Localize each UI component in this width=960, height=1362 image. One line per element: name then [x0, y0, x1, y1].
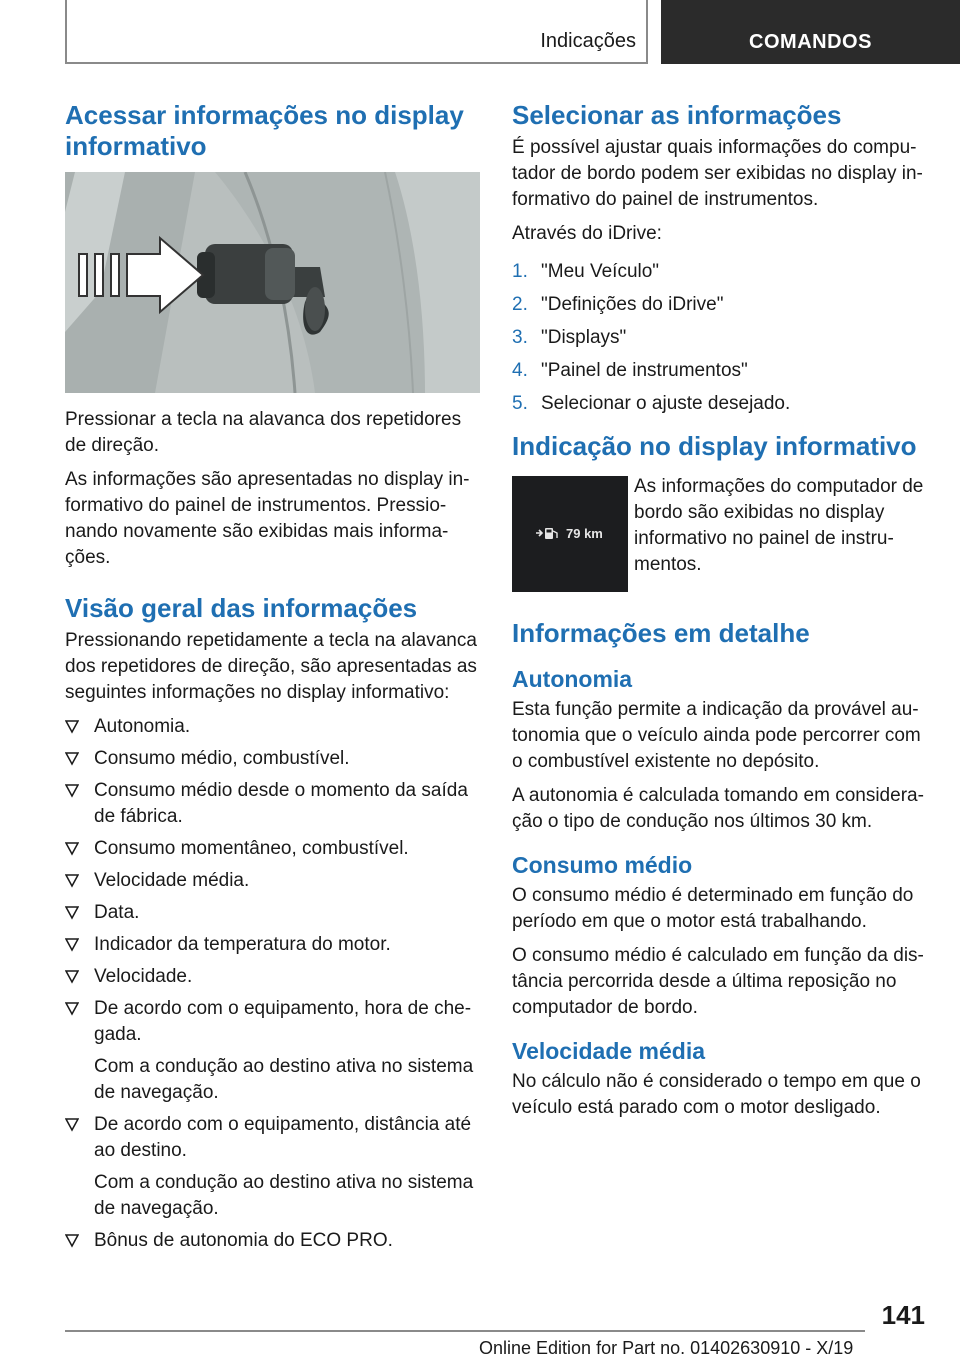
step-item — [512, 325, 930, 351]
heading-display-indication: Indicação no display informativo — [512, 431, 917, 461]
right-column — [512, 100, 930, 1129]
list-item — [65, 1112, 480, 1222]
list-item-text: De acordo com o equipamento, hora de che-gada. — [94, 998, 472, 1045]
paragraph-via-idrive: Através do iDrive: — [512, 223, 662, 244]
paragraph-consumption-1: O consumo médio é determinado em função do período em que o motor está trabalhando. — [512, 885, 914, 932]
heading-select-info: Selecionar as informações — [512, 100, 842, 130]
chapter-title: COMANDOS — [749, 31, 872, 53]
list-item — [65, 964, 480, 990]
triangle-bullet-icon — [65, 841, 79, 857]
list-item-note: Com a condução ao destino ativa no sistema de navegação. — [94, 1056, 474, 1103]
step-number: 1. — [512, 261, 528, 282]
paragraph-range-2: A autonomia é calculada tomando em considera-ção o tipo de condução nos últimos 30 km. — [512, 785, 924, 832]
list-item-text: Consumo momentâneo, combustível. — [94, 838, 409, 859]
paragraph-overview: Pressionando repetidamente a tecla na alavanca dos repetidores de direção, são apresentadas as seguintes informações no display informativo: — [65, 630, 477, 703]
list-item — [65, 996, 480, 1106]
paragraph-range-1: Esta função permite a indicação da provável au-tonomia que o veículo ainda pode percorrer com o combustível existente no depósito. — [512, 699, 921, 772]
range-display-image — [512, 476, 628, 592]
list-item-text: Autonomia. — [94, 716, 191, 737]
left-column — [65, 100, 480, 1260]
step-text: Selecionar o ajuste desejado. — [541, 393, 791, 414]
step-text: "Displays" — [541, 327, 627, 348]
list-item — [65, 900, 480, 926]
list-item-note: Com a condução ao destino ativa no sistema de navegação. — [94, 1172, 474, 1219]
step-text: "Meu Veículo" — [541, 261, 660, 282]
turn-signal-lever-photo — [65, 172, 480, 393]
triangle-bullet-icon — [65, 1117, 79, 1133]
list-item — [65, 932, 480, 958]
triangle-bullet-icon — [65, 905, 79, 921]
list-item — [65, 836, 480, 862]
idrive-steps-list — [512, 259, 930, 417]
footer-rule — [65, 1330, 865, 1332]
step-number: 3. — [512, 327, 528, 348]
triangle-bullet-icon — [65, 783, 79, 799]
triangle-bullet-icon — [65, 1233, 79, 1249]
list-item-text: Velocidade. — [94, 966, 193, 987]
list-item — [65, 778, 480, 830]
list-item-text: Indicador da temperatura do motor. — [94, 934, 391, 955]
step-item — [512, 391, 930, 417]
subheading-range: Autonomia — [512, 666, 633, 692]
paragraph-info-display: As informações são apresentadas no display in-formativo do painel de instrumentos. Pressio-nando novamente são exibidas mais informa-ções. — [65, 469, 470, 568]
info-bullet-list — [65, 714, 480, 1254]
list-item — [65, 868, 480, 894]
triangle-bullet-icon — [65, 751, 79, 767]
display-figure-row — [512, 474, 930, 592]
subheading-average-speed: Velocidade média — [512, 1038, 706, 1064]
paragraph-select-info: É possível ajustar quais informações do compu-tador de bordo podem ser exibidas no display in-formativo do painel de instrumentos. — [512, 137, 923, 210]
list-item — [65, 1228, 480, 1254]
triangle-bullet-icon — [65, 969, 79, 985]
header-rule-bottom — [65, 62, 648, 64]
step-item — [512, 259, 930, 285]
paragraph-consumption-2: O consumo médio é calculado em função da dis-tância percorrida desde a última reposição no computador de bordo. — [512, 945, 924, 1018]
list-item-text: Consumo médio, combustível. — [94, 748, 350, 769]
paragraph-display-indication: As informações do computador de bordo são exibidas no display informativo no painel de instru-mentos. — [634, 476, 924, 575]
page-number: 141 — [881, 1300, 925, 1330]
triangle-bullet-icon — [65, 873, 79, 889]
heading-access-info: Acessar informações no display informativo — [65, 100, 464, 161]
list-item-text: Data. — [94, 902, 140, 923]
header-rule-right — [646, 0, 648, 64]
subheading-average-consumption: Consumo médio — [512, 852, 693, 878]
heading-overview: Visão geral das informações — [65, 593, 418, 623]
step-item — [512, 358, 930, 384]
paragraph-average-speed: No cálculo não é considerado o tempo em que o veículo está parado com o motor desligado. — [512, 1071, 921, 1118]
list-item — [65, 746, 480, 772]
display-range-readout: 79 km — [566, 526, 603, 541]
step-item — [512, 292, 930, 318]
footer-edition-text: Online Edition for Part no. 01402630910 - X/19 — [479, 1338, 854, 1358]
list-item — [65, 714, 480, 740]
step-number: 5. — [512, 393, 528, 414]
triangle-bullet-icon — [65, 719, 79, 735]
list-item-text: De acordo com o equipamento, distância até ao destino. — [94, 1114, 472, 1161]
paragraph-press-key: Pressionar a tecla na alavanca dos repetidores de direção. — [65, 409, 462, 456]
triangle-bullet-icon — [65, 1001, 79, 1017]
step-number: 2. — [512, 294, 528, 315]
step-text: "Painel de instrumentos" — [541, 360, 748, 381]
triangle-bullet-icon — [65, 937, 79, 953]
list-item-text: Bônus de autonomia do ECO PRO. — [94, 1230, 393, 1251]
list-item-text: Consumo médio desde o momento da saída de fábrica. — [94, 780, 468, 827]
header-rule-left — [65, 0, 67, 64]
heading-details: Informações em detalhe — [512, 618, 810, 648]
step-text: "Definições do iDrive" — [541, 294, 724, 315]
step-number: 4. — [512, 360, 528, 381]
header-chapter-tab — [661, 0, 960, 64]
list-item-text: Velocidade média. — [94, 870, 250, 891]
header-section-title: Indicações — [540, 30, 636, 52]
